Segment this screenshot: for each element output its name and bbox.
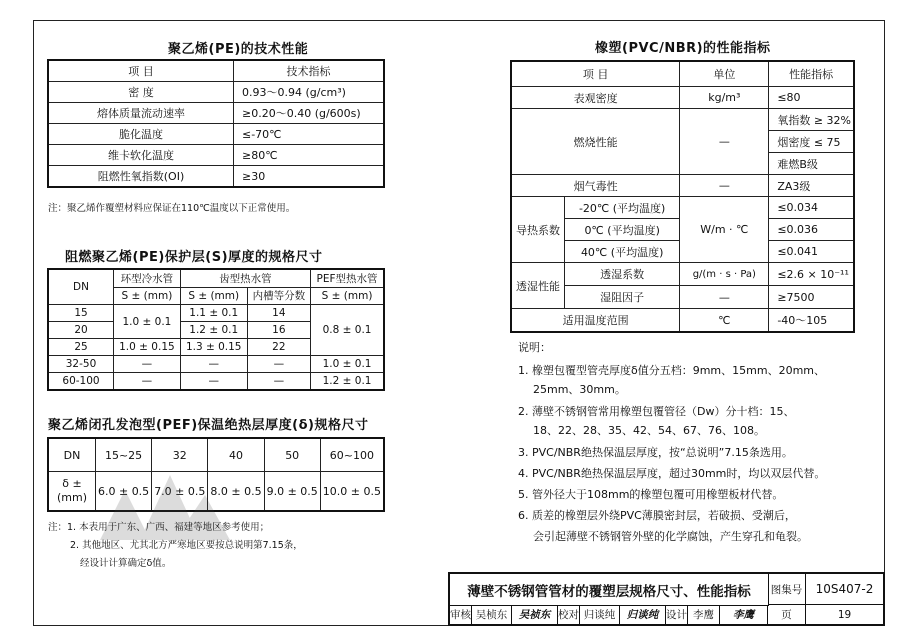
rubber-moist-unit: g/(m · s · Pa) [680,263,769,286]
pe-tech-item: 密 度 [48,82,234,103]
rubber-moist-value: ≤2.6 × 10⁻¹¹ [769,263,854,286]
pef-value: 10.0 ± 0.5 [320,472,384,512]
explain-line: 4. PVC/NBR绝热保温层厚度，超过30mm时，均以双层代替。 [518,467,826,480]
explain-line: 3. PVC/NBR绝热保温层厚度，按“总说明”7.15条选用。 [518,446,793,459]
pe-spec-dash: — [180,373,247,391]
pe-spec-dash: — [114,356,181,373]
rubber-moist-item: 湿阻因子 [565,286,680,309]
rubber-thermal-cond: -20℃ (平均温度) [565,197,680,219]
pe-spec-cold-value: 1.0 ± 0.1 [114,305,181,339]
pe-spec-dn: 25 [48,339,114,356]
pe-spec-dash: — [247,356,310,373]
rubber-moist-value: ≥7500 [769,286,854,309]
rubber-moist-label: 透湿性能 [511,263,565,309]
pe-spec-pef-value: 1.2 ± 0.1 [311,373,384,391]
pef-col: 15~25 [95,438,151,472]
rubber-title: 橡塑(PVC/NBR)的性能指标 [595,41,771,56]
designer-signature: 李鹰 [720,605,768,624]
explain-line: 5. 管外径大于108mm的橡塑包覆可用橡塑板材代替。 [518,488,784,501]
pe-tech-table [47,59,385,188]
pe-tech-header-spec: 技术指标 [234,60,385,82]
pe-tech-value: ≥30 [234,166,385,188]
pe-spec-dn: 20 [48,322,114,339]
rubber-density-unit: kg/m³ [680,87,769,109]
rubber-thermal-label: 导热系数 [511,197,565,263]
rubber-moist-unit: — [680,286,769,309]
page-number: 19 [837,608,852,621]
pe-spec-table [47,268,385,391]
pe-tech-value: 0.93～0.94 (g/cm³) [234,82,385,103]
pe-tech-item: 熔体质量流动速率 [48,103,234,124]
rubber-thermal-cond: 40℃ (平均温度) [565,241,680,263]
explain-heading: 说明： [518,341,551,354]
rubber-burn-value: 难燃B级 [769,153,854,175]
pe-spec-dash: — [247,373,310,391]
pe-tech-value: ≥80℃ [234,145,385,166]
pef-note-3: 经设计计算确定δ值。 [80,558,172,569]
rubber-smoke-label: 烟气毒性 [511,175,680,197]
explain-line: 2. 薄壁不锈钢管常用橡塑包覆管径（Dw）分十档：15、 [518,405,795,418]
pef-col: 50 [264,438,320,472]
explain-line: 1. 橡塑包覆型管壳厚度δ值分五档：9mm、15mm、20mm、 [518,364,826,377]
pef-col: 32 [152,438,208,472]
rubber-table [510,60,855,333]
rubber-smoke-value: ZA3级 [769,175,854,197]
rubber-moist-item: 透湿系数 [565,263,680,286]
rubber-burn-unit: — [680,109,769,175]
atlas-number-label: 图集号 [768,574,806,605]
approval-row [450,605,883,624]
pe-spec-subheader: 内槽等分数 [247,287,310,305]
pef-value: 6.0 ± 0.5 [95,472,151,512]
pef-col: 40 [208,438,264,472]
reviewer-name: 吴桢东 [472,605,512,624]
page-label: 页 [768,605,806,624]
rubber-header-item: 项 目 [511,61,680,87]
pe-spec-pef-value: 1.0 ± 0.1 [311,356,384,373]
checker-name: 归谈纯 [580,605,620,624]
pef-delta-unit: (mm) [56,491,87,504]
pe-spec-pef-header: PEF型热水管 [311,269,384,287]
explain-line: 6. 质差的橡塑层外绕PVC薄膜密封层，若破损、受潮后， [518,509,796,522]
reviewer-signature: 吴祯东 [512,605,558,624]
rubber-header-spec: 性能指标 [769,61,854,87]
pe-spec-cold-header: 环型冷水管 [114,269,181,287]
pe-tech-item: 维卡软化温度 [48,145,234,166]
pe-spec-title: 阻燃聚乙烯(PE)保护层(S)厚度的规格尺寸 [65,250,323,265]
pe-spec-pef-value: 0.8 ± 0.1 [311,305,384,356]
rubber-burn-label: 燃烧性能 [511,109,680,175]
pe-tech-item: 阻燃性氧指数(OI) [48,166,234,188]
pe-spec-cold-value: 1.0 ± 0.15 [114,339,181,356]
rubber-thermal-value: ≤0.034 [769,197,854,219]
explain-line: 18、22、28、35、42、54、67、76、108。 [533,424,765,437]
title-block [448,572,885,626]
pe-spec-tooth-value: 1.3 ± 0.15 [180,339,247,356]
pef-value: 9.0 ± 0.5 [264,472,320,512]
pe-tech-value: ≤-70℃ [234,124,385,145]
pe-tech-item: 脆化温度 [48,124,234,145]
pe-spec-dash: — [114,373,181,391]
designer-name: 李鹰 [688,605,720,624]
rubber-thermal-value: ≤0.036 [769,219,854,241]
pef-delta-label: δ ± [62,477,82,490]
rubber-density-label: 表观密度 [511,87,680,109]
pef-note-2: 2. 其他地区、尤其北方严寒地区要按总说明第7.15条， [70,540,303,551]
pe-spec-dn: 15 [48,305,114,322]
design-label: 设计 [666,605,688,624]
pef-value: 7.0 ± 0.5 [152,472,208,512]
rubber-burn-value: 氧指数 ≥ 32% [769,109,854,131]
pe-spec-subheader: S ± (mm) [114,287,181,305]
review-label: 审核 [450,605,472,624]
pe-spec-dn-header: DN [48,269,114,305]
pe-spec-dn: 32-50 [48,356,114,373]
pe-tech-value: ≥0.20～0.40 (g/600s) [234,103,385,124]
rubber-temp-label: 适用温度范围 [511,309,680,333]
checker-signature: 归谈纯 [620,605,666,624]
pef-note-1: 注：1. 本表用于广东、广西、福建等地区参考使用； [48,522,270,533]
rubber-thermal-unit: W/m · ℃ [680,197,769,263]
pe-spec-dn: 60-100 [48,373,114,391]
check-label: 校对 [558,605,580,624]
pe-spec-groove-value: 22 [247,339,310,356]
pe-spec-dash: — [180,356,247,373]
explain-line: 会引起薄壁不锈钢管外壁的化学腐蚀，产生穿孔和龟裂。 [533,530,808,543]
rubber-burn-value: 烟密度 ≤ 75 [769,131,854,153]
pe-spec-groove-value: 16 [247,322,310,339]
pe-spec-groove-value: 14 [247,305,310,322]
pe-tech-note: 注：聚乙烯作覆塑材料应保证在110℃温度以下正常使用。 [48,203,296,214]
pe-spec-subheader: S ± (mm) [311,287,384,305]
pef-title: 聚乙烯闭孔发泡型(PEF)保温绝热层厚度(δ)规格尺寸 [48,418,369,433]
rubber-thermal-cond: 0℃ (平均温度) [565,219,680,241]
pef-col: 60~100 [320,438,384,472]
pe-spec-tooth-header: 齿型热水管 [180,269,310,287]
pef-value: 8.0 ± 0.5 [208,472,264,512]
rubber-temp-value: -40～105 [769,309,854,333]
rubber-temp-unit: ℃ [680,309,769,333]
pe-spec-tooth-value: 1.2 ± 0.1 [180,322,247,339]
rubber-thermal-value: ≤0.041 [769,241,854,263]
atlas-number: 10S407-2 [806,574,883,605]
drawing-title: 薄壁不锈钢管管材的覆塑层规格尺寸、性能指标 [450,574,769,606]
pe-tech-title: 聚乙烯(PE)的技术性能 [168,42,309,57]
pe-spec-subheader: S ± (mm) [180,287,247,305]
pef-dn-header: DN [48,438,95,472]
pe-tech-header-item: 项 目 [48,60,234,82]
rubber-smoke-unit: — [680,175,769,197]
rubber-density-value: ≤80 [769,87,854,109]
rubber-header-unit: 单位 [680,61,769,87]
explain-line: 25mm、30mm。 [533,383,626,396]
pe-spec-tooth-value: 1.1 ± 0.1 [180,305,247,322]
